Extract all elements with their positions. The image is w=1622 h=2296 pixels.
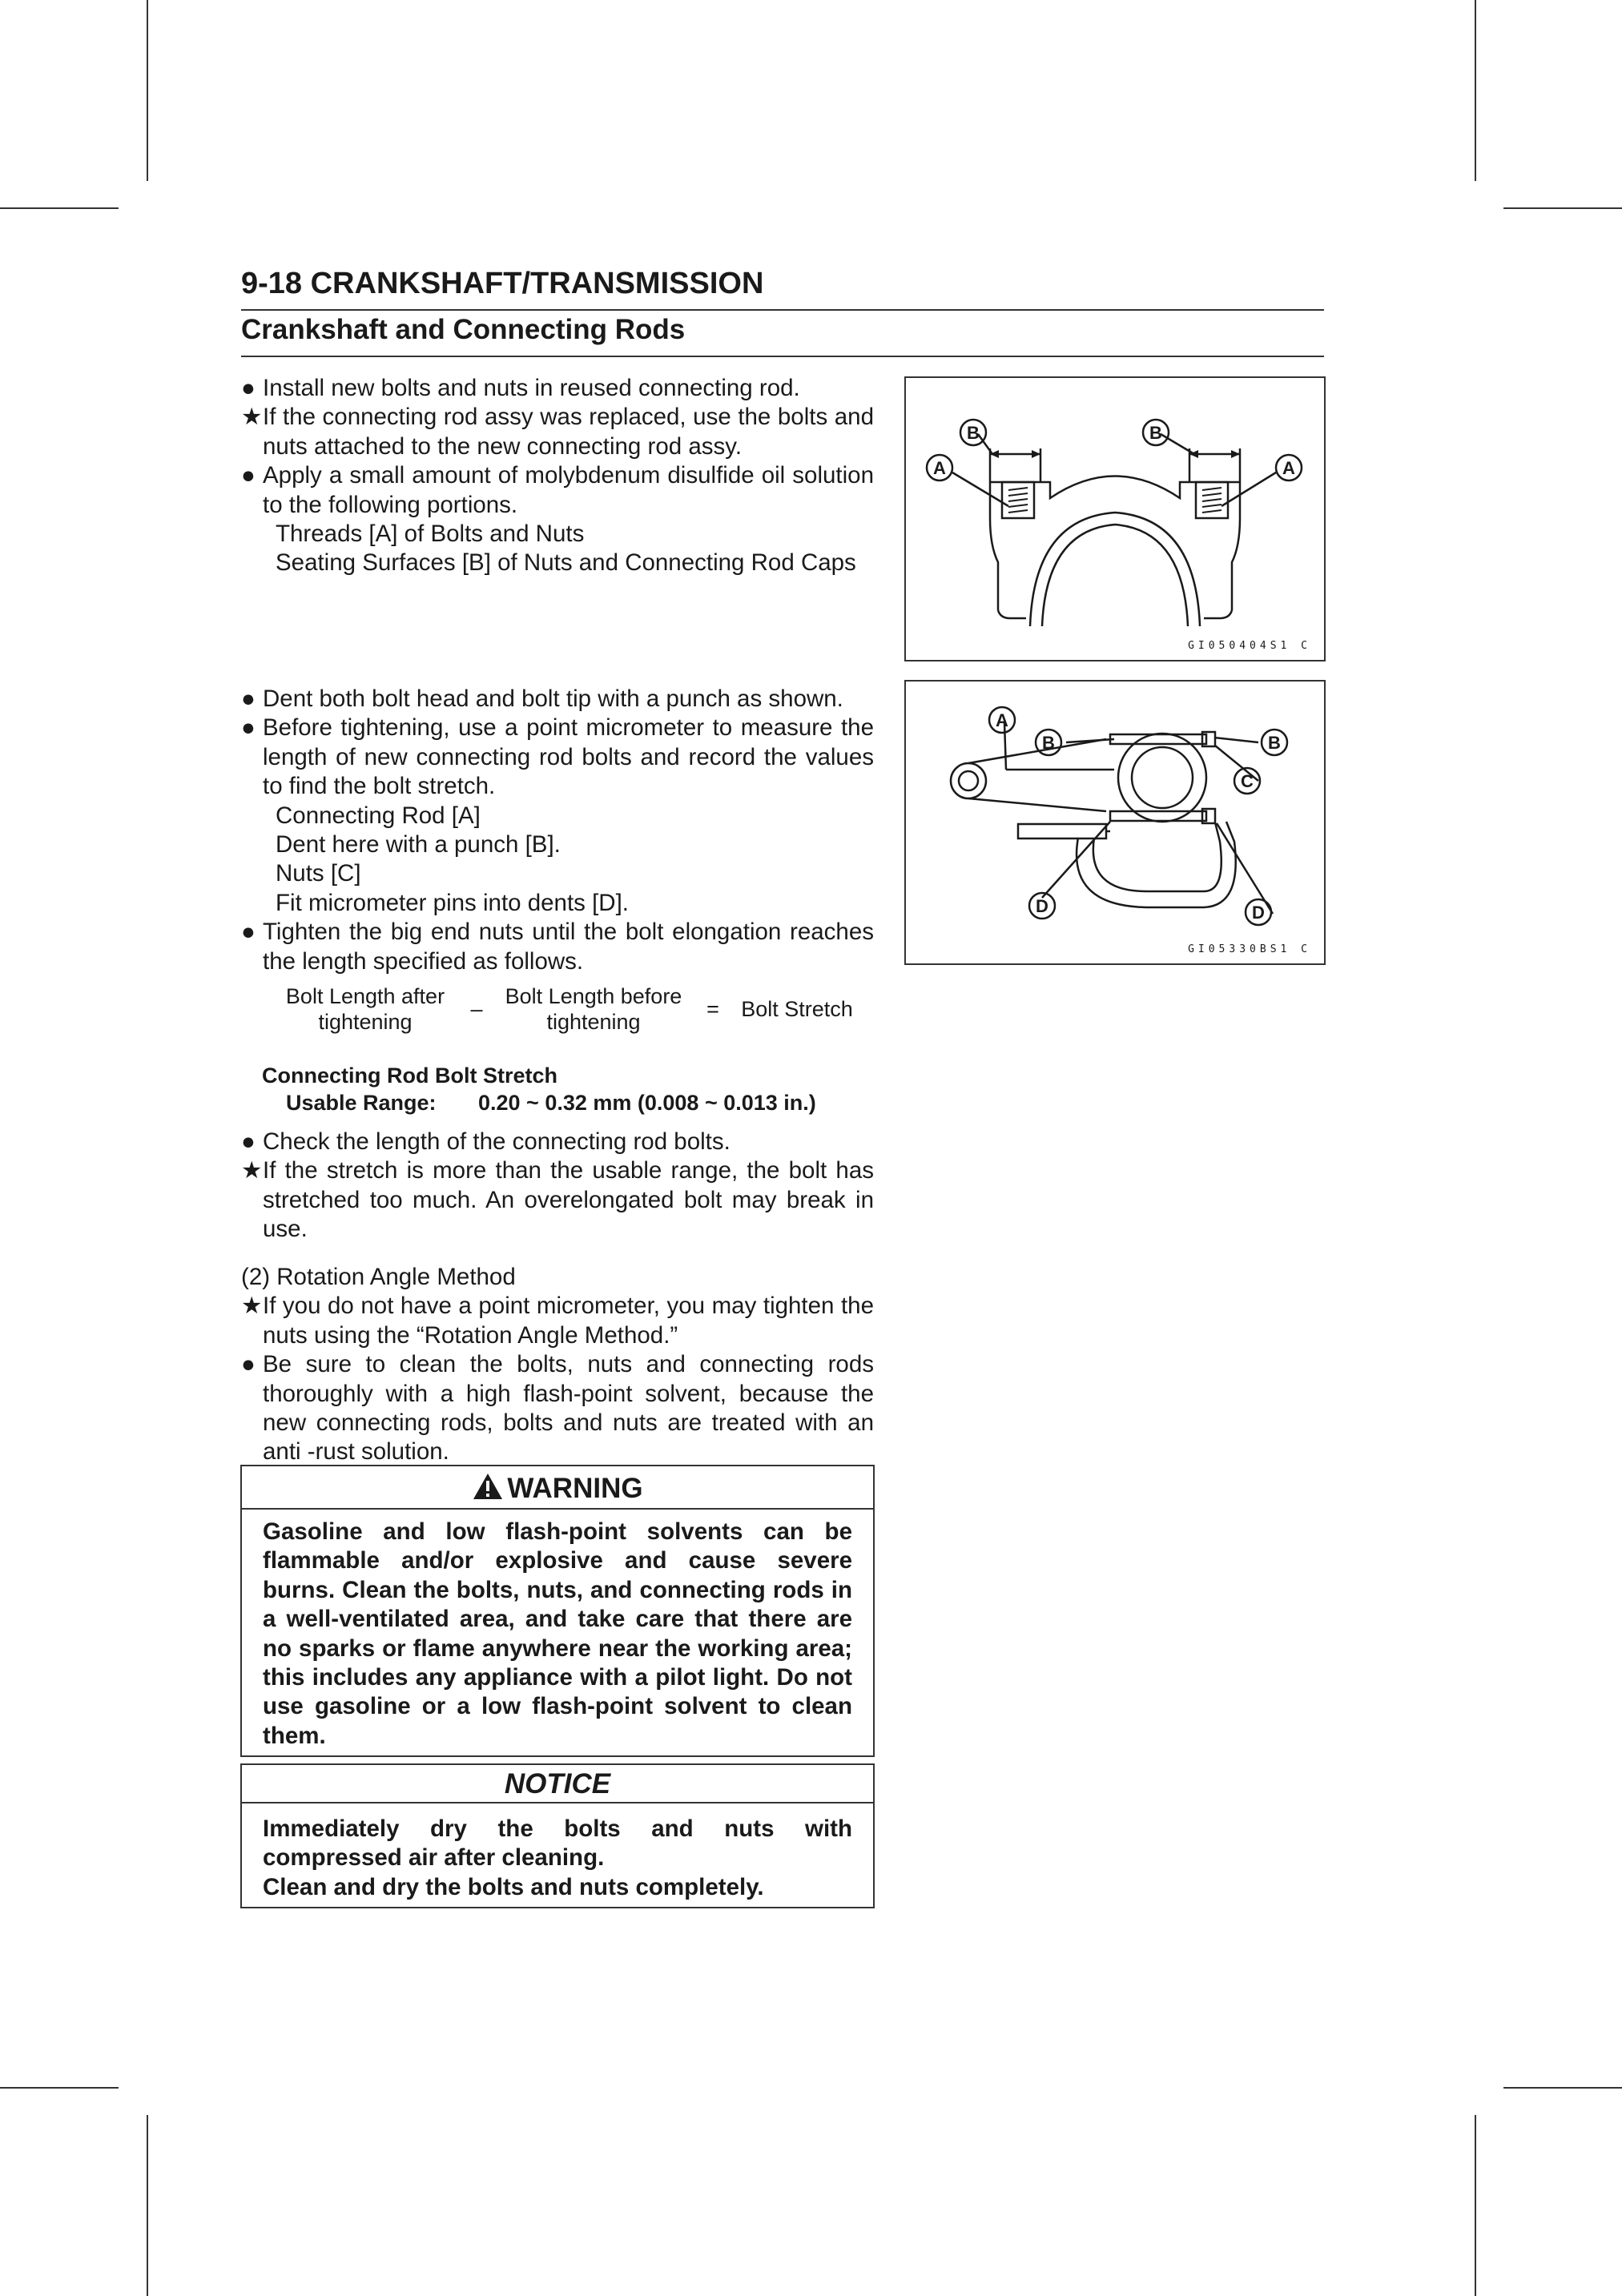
notice-text: Immediately dry the bolts and nuts with compressed air after cleaning. [263,1815,852,1872]
list-item: ● Apply a small amount of molybdenum disulfide oil solution to the following portions. [241,462,874,518]
label-b: B [1149,423,1162,443]
notice-box [240,1763,875,1908]
crop-mark [1475,2115,1476,2296]
page-title: 9-18 CRANKSHAFT/TRANSMISSION [241,264,1324,311]
list-item: ● Check the length of the connecting rod bolts. [241,1128,874,1156]
warning-text: Gasoline and low flash-point solvents can be flammable and/or explosive and cause severe burns. Clean the bolts, nuts, and connecting rods in a well-ventilated area, and take care that there are no sparks or flame anywhere near the working area; this includes any appliance with a pilot light. Do not use gasoline or a low flash-point solvent to clean them. [263,1518,852,1749]
crop-mark [1503,207,1622,209]
notice-text: Clean and dry the bolts and nuts completely. [263,1873,764,1900]
spec-value: 0.20 ~ 0.32 mm (0.008 ~ 0.013 in.) [478,1091,816,1115]
warning-triangle-icon [472,1472,504,1501]
page-header [241,264,1324,357]
spec-title: Connecting Rod Bolt Stretch [262,1064,557,1088]
formula-left: Bolt Length after [285,984,445,1008]
bullet-icon: ● [241,462,256,489]
list-item: ★ If you do not have a point micrometer, you may tighten the nuts using the “Rotation Angle Method.” [241,1293,874,1349]
label-b: B [1268,733,1281,753]
sub-item: Fit micrometer pins into dents [D]. [276,889,630,916]
sub-item: Seating Surfaces [B] of Nuts and Connecting Rod Caps [276,549,856,577]
figure-id: GI05330BS1 C [1188,943,1311,955]
bullet-icon: ● [241,1351,256,1378]
sub-item: Connecting Rod [A] [276,802,481,829]
crop-mark [147,2115,148,2296]
figure-micrometer [904,680,1326,965]
list-item: ● Tighten the big end nuts until the bolt elongation reaches the length specified as follows. [241,919,874,975]
figure-id: GI050404S1 C [1188,640,1311,652]
label-d: D [1036,896,1048,916]
star-icon: ★ [241,1157,263,1184]
label-a: A [933,458,946,478]
bullet-icon: ● [241,1128,256,1155]
sub-item: Dent here with a punch [B]. [276,831,561,858]
bullet-icon: ● [241,375,256,401]
connecting-rod-cap-diagram [906,378,1324,660]
list-item: ★ If the connecting rod assy was replaced, use the bolts and nuts attached to the new connecting rod assy. [241,404,874,460]
notice-title: NOTICE [242,1765,873,1803]
crop-mark [1475,0,1476,181]
formula-result: Bolt Stretch [741,997,853,1021]
crop-mark [0,2087,119,2089]
section-bolt-stretch [241,685,874,976]
section-lubrication [241,374,874,578]
bullet-icon: ● [241,714,256,742]
figure-lubrication [904,376,1326,661]
label-b: B [1042,733,1055,753]
section-rotation-angle [241,1263,874,1467]
section-title: Crankshaft and Connecting Rods [241,311,1324,357]
micrometer-diagram [906,682,1324,963]
sub-item: Threads [A] of Bolts and Nuts [276,521,585,548]
spec-block [262,1062,816,1116]
bullet-icon: ● [241,919,256,946]
label-d: D [1252,903,1265,923]
formula-middle: Bolt Length before [505,984,682,1008]
list-item: ● Install new bolts and nuts in reused connecting rod. [241,374,874,403]
list-item: ● Dent both bolt head and bolt tip with a punch as shown. [241,685,874,714]
section-check [241,1128,874,1245]
label-a: A [996,710,1008,730]
spec-label: Usable Range: [286,1091,437,1115]
formula-equals: = [706,997,719,1021]
sub-item: Nuts [C] [276,860,361,887]
formula-minus: – [470,997,483,1021]
star-icon: ★ [241,404,263,431]
section-heading: (2) Rotation Angle Method [241,1264,516,1290]
warning-box [240,1465,875,1757]
crop-mark [1503,2087,1622,2089]
label-b: B [967,423,980,443]
list-item: ● Before tightening, use a point micrometer to measure the length of new connecting rod bolts and record the values to find the bolt stretch. [241,714,874,800]
list-item: ● Be sure to clean the bolts, nuts and connecting rods thoroughly with a high flash-point solvent, because the new connecting rods, bolts and nuts are treated with an anti -rust solution. [241,1351,874,1466]
label-c: C [1241,771,1254,791]
bolt-stretch-formula: Bolt Length after tightening – Bolt Length before tightening = Bolt Stretch [272,983,881,1039]
crop-mark [147,0,148,181]
label-a: A [1282,458,1295,478]
bullet-icon: ● [241,686,256,712]
crop-mark [0,207,119,209]
list-item: ★ If the stretch is more than the usable range, the bolt has stretched too much. An overelongated bolt may break in use. [241,1157,874,1243]
star-icon: ★ [241,1293,263,1320]
warning-title: WARNING [507,1473,643,1504]
